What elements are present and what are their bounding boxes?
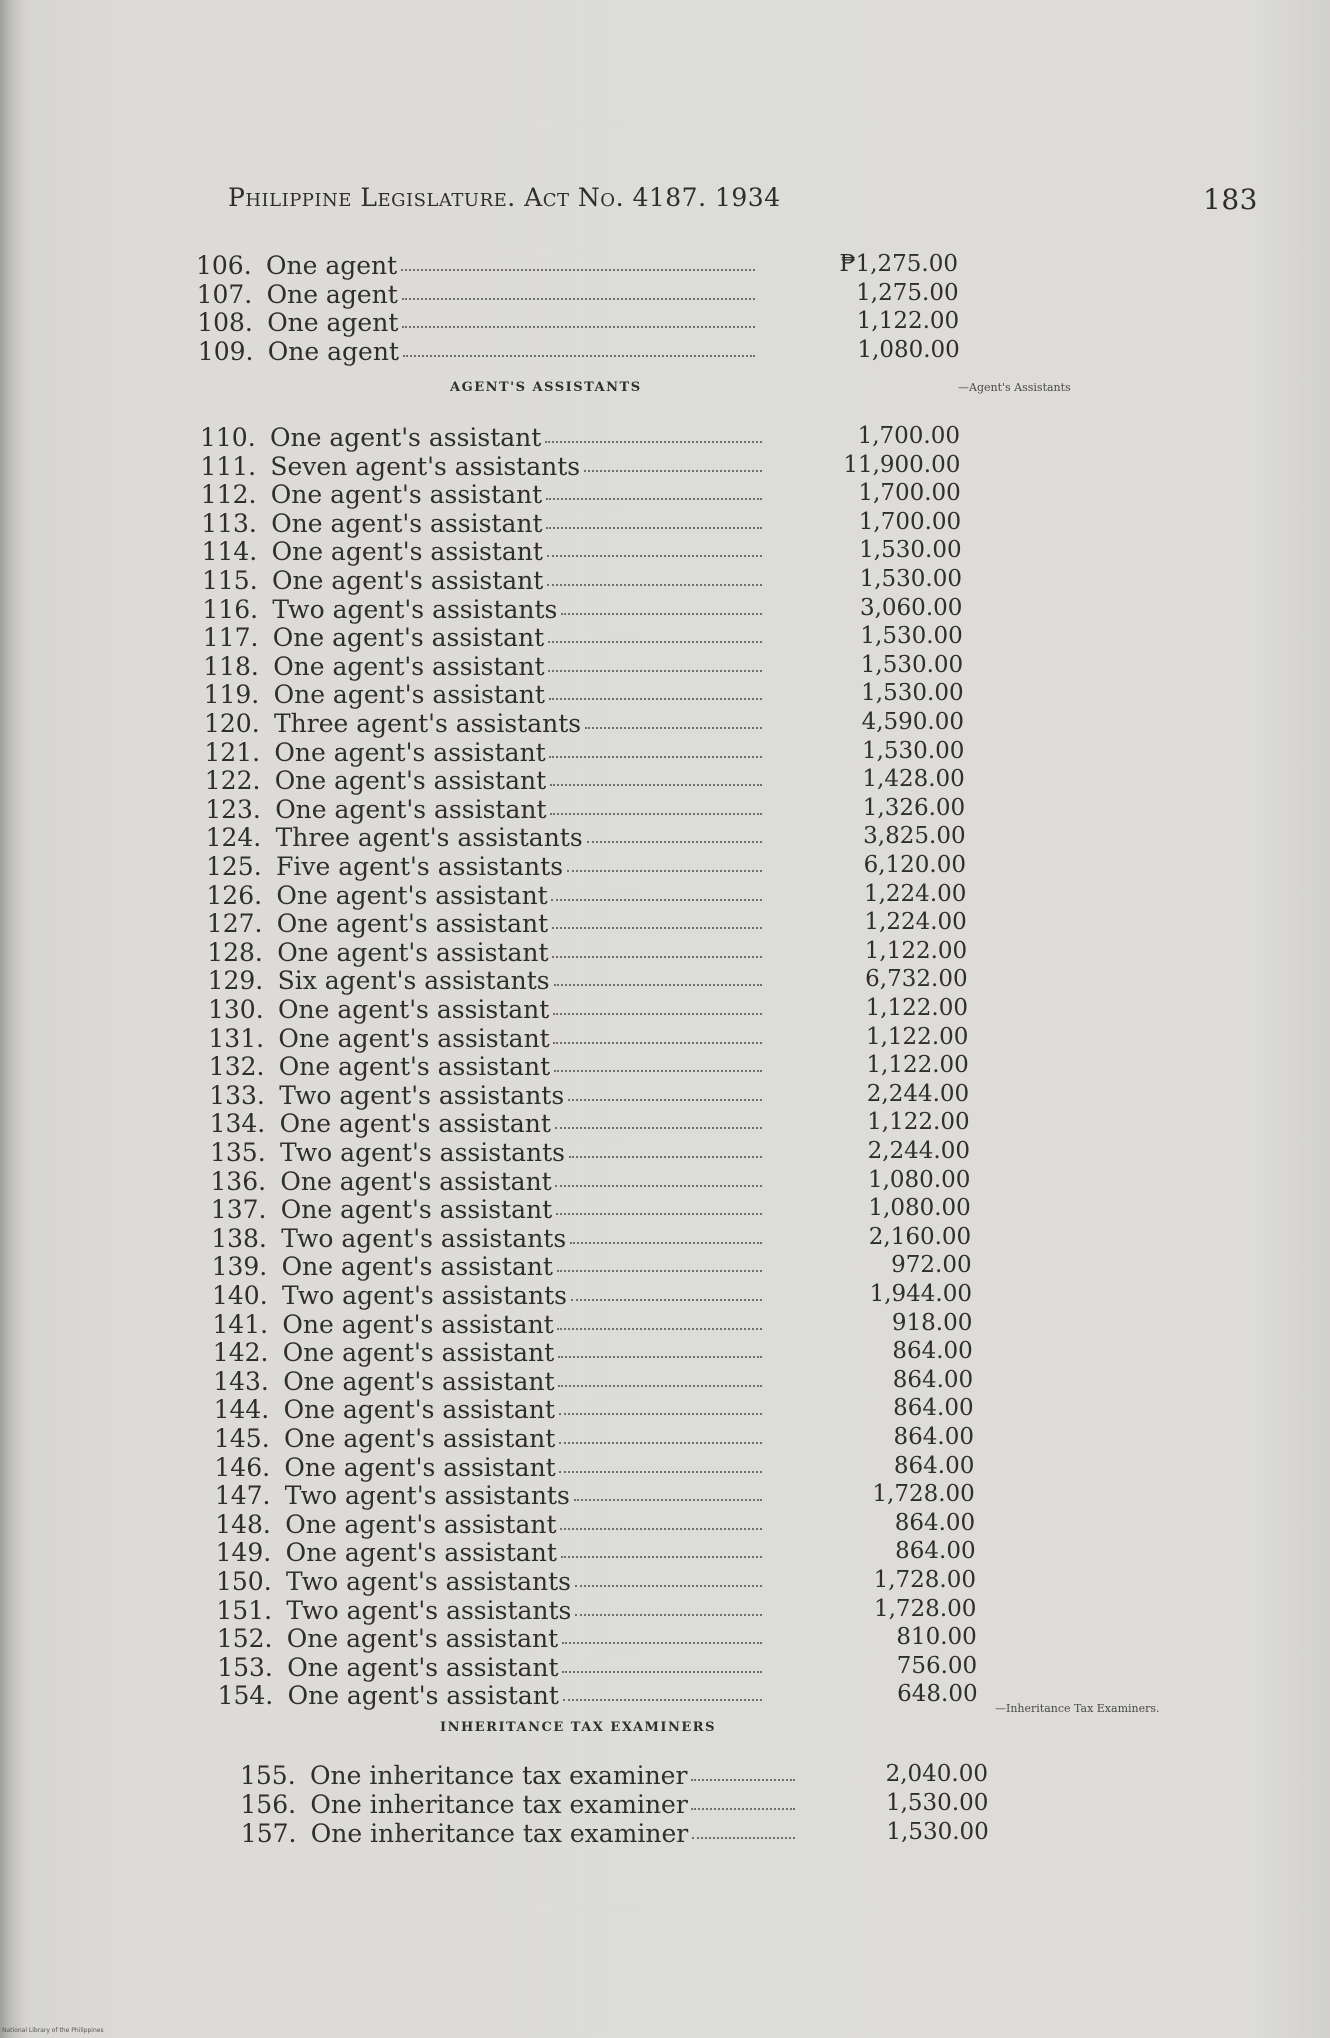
dot-leader bbox=[545, 441, 762, 443]
list-item bbox=[205, 767, 762, 795]
list-item bbox=[201, 510, 762, 538]
item-description: Two agent's assistants bbox=[286, 1595, 572, 1625]
item-description: Two agent's assistants bbox=[280, 1138, 565, 1167]
list-item bbox=[203, 653, 762, 681]
item-number: 157. bbox=[240, 1819, 297, 1848]
dot-leader bbox=[574, 1499, 762, 1501]
list-item bbox=[213, 1339, 762, 1367]
item-number: 128. bbox=[207, 937, 263, 967]
item-number: 145. bbox=[214, 1424, 270, 1453]
item-number: 110. bbox=[200, 423, 256, 452]
margin-note-agents-assistants: —Agent's Assistants bbox=[958, 381, 1071, 394]
list-item bbox=[200, 424, 762, 452]
item-number: 143. bbox=[213, 1366, 269, 1396]
library-stamp: National Library of the Philippines bbox=[2, 2027, 104, 2034]
item-amount: 864.00 bbox=[892, 1338, 973, 1365]
item-number: 146. bbox=[214, 1452, 271, 1482]
list-item bbox=[212, 1282, 762, 1310]
dot-leader bbox=[553, 1013, 762, 1015]
item-description: One agent's assistant bbox=[284, 1424, 556, 1453]
item-amount: 2,160.00 bbox=[868, 1223, 972, 1250]
item-description: One inheritance tax examiner bbox=[310, 1790, 688, 1819]
item-amount: 1,728.00 bbox=[872, 1481, 975, 1508]
item-number: 152. bbox=[216, 1624, 273, 1654]
item-amount: 864.00 bbox=[893, 1452, 975, 1479]
item-description: One agent's assistant bbox=[278, 1052, 551, 1082]
item-description: One agent's assistant bbox=[282, 1338, 555, 1368]
list-item bbox=[211, 1196, 762, 1224]
item-amount: 2,040.00 bbox=[885, 1761, 988, 1787]
item-amount: 11,900.00 bbox=[843, 451, 961, 478]
item-amount: 1,700.00 bbox=[858, 480, 961, 507]
dot-leader bbox=[548, 641, 762, 643]
item-number: 136. bbox=[210, 1166, 267, 1196]
item-amount: 3,060.00 bbox=[859, 594, 963, 621]
dot-leader bbox=[558, 1385, 762, 1387]
list-item bbox=[202, 567, 762, 595]
list-item bbox=[204, 681, 762, 709]
item-amount: 864.00 bbox=[893, 1424, 974, 1450]
item-description: One agent's assistant bbox=[272, 623, 545, 653]
item-number: 155. bbox=[240, 1761, 296, 1790]
item-number: 141. bbox=[212, 1309, 269, 1339]
item-number: 153. bbox=[217, 1652, 273, 1682]
dot-leader bbox=[691, 1779, 795, 1781]
dot-leader bbox=[562, 1642, 762, 1644]
item-amount: 864.00 bbox=[895, 1538, 976, 1565]
item-description: One agent's assistant bbox=[273, 651, 545, 681]
section-heading-agents-assistants: AGENT'S ASSISTANTS bbox=[450, 380, 642, 395]
dot-leader bbox=[550, 784, 762, 786]
item-number: 123. bbox=[205, 794, 261, 824]
dot-leader bbox=[554, 984, 762, 986]
list-item bbox=[197, 281, 755, 309]
item-description: Two agent's assistants bbox=[281, 1223, 567, 1253]
item-description: One agent's assistant bbox=[283, 1366, 555, 1396]
item-number: 106. bbox=[196, 251, 252, 280]
item-amount: 1,122.00 bbox=[865, 995, 968, 1021]
item-description: Two agent's assistants bbox=[282, 1281, 567, 1310]
item-number: 142. bbox=[212, 1338, 269, 1368]
dot-leader bbox=[571, 1299, 762, 1301]
list-item bbox=[214, 1396, 762, 1424]
item-description: One agent's assistant bbox=[273, 680, 545, 710]
item-description: One agent bbox=[267, 336, 399, 366]
margin-note-inheritance-tax-examiners: —Inheritance Tax Examiners. bbox=[995, 1702, 1160, 1715]
dot-leader bbox=[555, 1185, 762, 1187]
item-number: 132. bbox=[208, 1052, 265, 1082]
list-item bbox=[214, 1425, 762, 1453]
section-heading-inheritance-tax-examiners: INHERITANCE TAX EXAMINERS bbox=[440, 1720, 716, 1735]
list-item bbox=[216, 1568, 762, 1596]
dot-leader bbox=[556, 1213, 762, 1215]
item-description: One agent bbox=[266, 279, 398, 309]
list-item bbox=[207, 910, 762, 938]
dot-leader bbox=[555, 1127, 762, 1129]
item-amount: 3,825.00 bbox=[863, 823, 966, 850]
item-number: 138. bbox=[211, 1223, 267, 1253]
list-item bbox=[210, 1139, 762, 1167]
item-amount: 1,326.00 bbox=[862, 794, 966, 821]
item-description: One agent's assistant bbox=[271, 508, 543, 538]
list-item bbox=[217, 1654, 762, 1682]
item-amount: 1,728.00 bbox=[873, 1595, 977, 1622]
item-description: Two agent's assistants bbox=[284, 1481, 570, 1511]
item-description: One agent's assistant bbox=[282, 1309, 554, 1339]
dot-leader bbox=[575, 1585, 762, 1587]
item-description: Three agent's assistants bbox=[275, 823, 583, 853]
item-number: 119. bbox=[203, 680, 260, 710]
item-description: Two agent's assistants bbox=[286, 1567, 571, 1596]
item-amount: 1,530.00 bbox=[860, 651, 964, 678]
item-number: 127. bbox=[206, 909, 263, 939]
item-amount: 1,224.00 bbox=[864, 909, 967, 936]
list-item bbox=[206, 853, 762, 881]
item-number: 115. bbox=[202, 566, 258, 595]
list-item bbox=[240, 1791, 795, 1819]
item-number: 151. bbox=[216, 1595, 273, 1625]
item-amount: 1,530.00 bbox=[860, 623, 963, 650]
dot-leader bbox=[559, 1413, 762, 1415]
item-amount: 1,530.00 bbox=[859, 566, 962, 592]
item-number: 137. bbox=[210, 1195, 267, 1225]
dot-leader bbox=[554, 1070, 762, 1072]
item-amount: 2,244.00 bbox=[866, 1080, 970, 1107]
dot-leader bbox=[549, 698, 762, 700]
item-description: One agent bbox=[266, 251, 398, 280]
item-amount: 1,530.00 bbox=[886, 1819, 989, 1845]
item-number: 108. bbox=[197, 308, 253, 337]
item-number: 121. bbox=[204, 737, 261, 767]
dot-leader bbox=[402, 298, 755, 300]
dot-leader bbox=[587, 841, 762, 843]
list-item bbox=[215, 1511, 762, 1539]
item-description: One agent's assistant bbox=[270, 423, 542, 452]
list-item bbox=[214, 1454, 762, 1482]
dot-leader bbox=[552, 927, 762, 929]
dot-leader bbox=[560, 1528, 762, 1530]
item-description: One agent's assistant bbox=[285, 1538, 557, 1568]
list-item bbox=[206, 882, 762, 910]
item-number: 134. bbox=[209, 1109, 266, 1139]
item-number: 130. bbox=[208, 995, 264, 1024]
list-item bbox=[212, 1311, 762, 1339]
list-item bbox=[240, 1762, 795, 1790]
item-description: Seven agent's assistants bbox=[270, 451, 581, 481]
item-number: 122. bbox=[204, 766, 261, 796]
item-amount: 2,244.00 bbox=[867, 1138, 970, 1164]
page-number: 183 bbox=[1203, 183, 1258, 216]
item-number: 117. bbox=[202, 623, 259, 653]
item-amount: 1,530.00 bbox=[861, 737, 965, 764]
item-amount: 1,700.00 bbox=[858, 508, 962, 535]
item-description: One agent's assistant bbox=[287, 1652, 559, 1682]
item-description: One agent's assistant bbox=[286, 1624, 559, 1654]
item-amount: 864.00 bbox=[892, 1366, 974, 1393]
item-number: 109. bbox=[197, 336, 254, 366]
item-description: One agent's assistant bbox=[274, 766, 547, 796]
list-item bbox=[201, 481, 762, 509]
item-description: Three agent's assistants bbox=[274, 709, 582, 738]
item-description: Six agent's assistants bbox=[277, 966, 550, 996]
dot-leader bbox=[401, 269, 755, 271]
dot-leader bbox=[547, 555, 762, 557]
item-description: One agent's assistant bbox=[275, 794, 547, 824]
dot-leader bbox=[692, 1837, 795, 1839]
list-item bbox=[208, 996, 762, 1024]
item-number: 156. bbox=[240, 1790, 297, 1819]
item-number: 139. bbox=[211, 1252, 268, 1282]
list-item bbox=[202, 596, 762, 624]
item-number: 154. bbox=[217, 1681, 274, 1711]
item-amount: 756.00 bbox=[896, 1652, 978, 1679]
list-item bbox=[206, 824, 762, 852]
dot-leader bbox=[558, 1356, 762, 1358]
item-amount: 1,944.00 bbox=[869, 1281, 972, 1307]
item-number: 150. bbox=[216, 1567, 272, 1596]
item-number: 140. bbox=[212, 1281, 268, 1310]
dot-leader bbox=[557, 1270, 762, 1272]
item-amount: 1,428.00 bbox=[862, 766, 965, 793]
dot-leader bbox=[551, 899, 762, 901]
list-item bbox=[205, 796, 762, 824]
dot-leader bbox=[570, 1242, 762, 1244]
item-amount: 6,120.00 bbox=[863, 852, 966, 878]
item-description: Two agent's assistants bbox=[279, 1080, 565, 1110]
item-number: 144. bbox=[213, 1395, 270, 1425]
item-amount: 1,080.00 bbox=[868, 1195, 971, 1222]
item-amount: 918.00 bbox=[891, 1309, 973, 1336]
item-description: One agent's assistant bbox=[280, 1166, 552, 1196]
item-description: One agent's assistant bbox=[281, 1252, 553, 1282]
item-amount: 972.00 bbox=[891, 1252, 972, 1279]
item-description: One agent's assistant bbox=[271, 537, 543, 567]
dot-leader bbox=[546, 527, 762, 529]
list-item bbox=[241, 1820, 795, 1848]
dot-leader bbox=[550, 813, 762, 815]
item-amount: 1,122.00 bbox=[866, 1052, 969, 1079]
list-item bbox=[218, 1682, 762, 1710]
item-description: One agent's assistant bbox=[279, 1109, 551, 1139]
item-description: Two agent's assistants bbox=[272, 594, 558, 624]
list-item bbox=[213, 1368, 762, 1396]
item-number: 114. bbox=[201, 537, 258, 567]
item-amount: 1,275.00 bbox=[856, 279, 959, 306]
list-item bbox=[208, 1025, 762, 1053]
item-description: One agent's assistant bbox=[278, 995, 550, 1024]
item-amount: 1,700.00 bbox=[857, 423, 960, 449]
item-amount: ₱1,275.00 bbox=[839, 251, 958, 277]
list-item bbox=[204, 710, 762, 738]
dot-leader bbox=[568, 1099, 762, 1101]
dot-leader bbox=[585, 727, 762, 729]
list-item bbox=[196, 252, 755, 280]
dot-leader bbox=[561, 613, 762, 615]
dot-leader bbox=[549, 756, 762, 758]
item-number: 131. bbox=[208, 1023, 265, 1053]
item-number: 126. bbox=[206, 880, 263, 910]
item-amount: 1,122.00 bbox=[867, 1109, 970, 1136]
item-amount: 1,080.00 bbox=[867, 1166, 971, 1193]
item-amount: 648.00 bbox=[897, 1681, 978, 1708]
list-item bbox=[211, 1225, 762, 1253]
list-item bbox=[210, 1110, 762, 1138]
item-number: 149. bbox=[215, 1538, 272, 1568]
dot-leader bbox=[553, 1042, 762, 1044]
list-item bbox=[209, 1053, 762, 1081]
list-item bbox=[216, 1597, 762, 1625]
item-number: 147. bbox=[214, 1481, 271, 1511]
item-description: One agent's assistant bbox=[278, 1023, 550, 1053]
item-description: One agent's assistant bbox=[274, 737, 546, 767]
dot-leader bbox=[691, 1808, 795, 1810]
dot-leader bbox=[563, 1699, 762, 1701]
dot-leader bbox=[547, 584, 762, 586]
item-number: 148. bbox=[215, 1509, 271, 1539]
dot-leader bbox=[402, 326, 755, 328]
dot-leader bbox=[562, 1671, 762, 1673]
list-item bbox=[203, 624, 762, 652]
dot-leader bbox=[403, 355, 755, 357]
item-number: 112. bbox=[200, 480, 257, 510]
item-number: 129. bbox=[207, 966, 264, 996]
item-description: One agent's assistant bbox=[287, 1681, 559, 1711]
running-title: Philippine Legislature. Act No. 4187. 1934 bbox=[228, 183, 781, 212]
item-number: 125. bbox=[206, 852, 262, 881]
item-number: 118. bbox=[203, 651, 259, 681]
item-description: One agent bbox=[267, 308, 399, 337]
item-description: One agent's assistant bbox=[277, 937, 549, 967]
item-description: One agent's assistant bbox=[285, 1509, 557, 1539]
dot-leader bbox=[559, 1442, 762, 1444]
list-item bbox=[198, 338, 755, 366]
item-amount: 864.00 bbox=[893, 1395, 974, 1422]
item-description: Five agent's assistants bbox=[276, 852, 564, 881]
item-description: One agent's assistant bbox=[276, 909, 549, 939]
dot-leader bbox=[584, 470, 762, 472]
list-item bbox=[207, 939, 762, 967]
list-item bbox=[215, 1482, 762, 1510]
item-number: 120. bbox=[204, 709, 260, 738]
item-amount: 810.00 bbox=[896, 1624, 977, 1651]
item-description: One agent's assistant bbox=[276, 880, 548, 910]
dot-leader bbox=[559, 1471, 762, 1473]
item-description: One agent's assistant bbox=[280, 1195, 553, 1225]
item-amount: 1,530.00 bbox=[859, 537, 962, 564]
item-number: 124. bbox=[205, 823, 262, 853]
item-number: 135. bbox=[210, 1138, 266, 1167]
dot-leader bbox=[567, 870, 762, 872]
item-description: One agent's assistant bbox=[270, 480, 543, 510]
list-item bbox=[208, 967, 762, 995]
item-amount: 1,122.00 bbox=[865, 1023, 969, 1050]
item-amount: 1,728.00 bbox=[873, 1567, 976, 1593]
dot-leader bbox=[561, 1556, 762, 1558]
item-number: 116. bbox=[202, 594, 259, 624]
item-description: One agent's assistant bbox=[283, 1395, 555, 1425]
item-description: One inheritance tax examiner bbox=[310, 1819, 689, 1848]
list-item bbox=[204, 739, 762, 767]
list-item bbox=[209, 1082, 762, 1110]
item-number: 133. bbox=[209, 1080, 265, 1110]
dot-leader bbox=[546, 498, 762, 500]
list-item bbox=[217, 1625, 762, 1653]
item-number: 107. bbox=[196, 279, 253, 309]
item-amount: 4,590.00 bbox=[861, 709, 964, 735]
item-amount: 1,080.00 bbox=[857, 336, 960, 363]
dot-leader bbox=[569, 1156, 762, 1158]
item-amount: 1,122.00 bbox=[864, 937, 968, 964]
item-amount: 1,224.00 bbox=[863, 880, 967, 907]
item-amount: 1,122.00 bbox=[856, 308, 960, 334]
item-amount: 1,530.00 bbox=[885, 1790, 989, 1816]
list-item bbox=[212, 1253, 762, 1281]
list-item bbox=[200, 453, 762, 481]
list-item bbox=[210, 1168, 762, 1196]
dot-leader bbox=[548, 670, 762, 672]
list-item bbox=[197, 309, 755, 337]
list-item bbox=[202, 538, 762, 566]
item-amount: 864.00 bbox=[894, 1509, 976, 1536]
dot-leader bbox=[552, 956, 762, 958]
item-amount: 6,732.00 bbox=[865, 966, 968, 993]
dot-leader bbox=[575, 1614, 762, 1616]
item-amount: 1,530.00 bbox=[861, 680, 964, 707]
item-number: 111. bbox=[200, 451, 257, 481]
item-description: One agent's assistant bbox=[272, 566, 544, 595]
list-item bbox=[216, 1539, 762, 1567]
item-description: One agent's assistant bbox=[284, 1452, 556, 1482]
item-description: One inheritance tax examiner bbox=[310, 1761, 688, 1790]
page-header bbox=[228, 183, 1258, 223]
dot-leader bbox=[557, 1328, 762, 1330]
item-number: 113. bbox=[201, 508, 257, 538]
